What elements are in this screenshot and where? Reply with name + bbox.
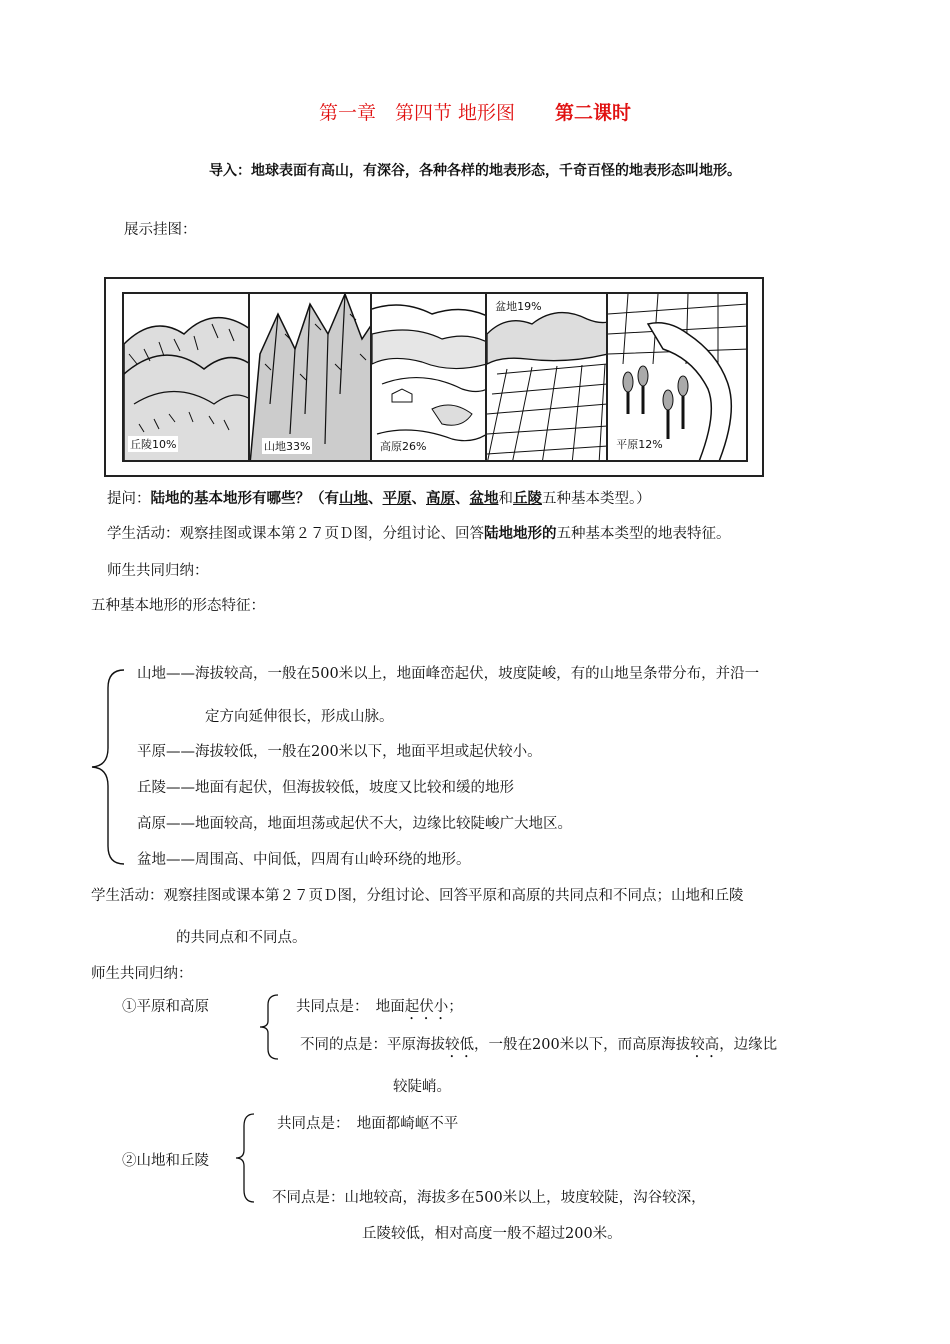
- compare1-common-a: 地面: [375, 999, 405, 1015]
- question-bold: 陆地的基本地形有哪些？（有: [150, 490, 339, 507]
- term-basin: 盆地: [469, 490, 499, 507]
- compare1-diff-emph-high: 较高: [690, 1037, 720, 1053]
- title-lesson: 第二课时: [555, 102, 632, 124]
- plateau-illustration: [372, 294, 487, 460]
- mountains-illustration: [250, 294, 372, 460]
- feature-mountain-line2: 定方向延伸很长，形成山脉。: [205, 709, 394, 725]
- compare1-diff-a: 不同的点是：平原海拔: [300, 1037, 445, 1053]
- compare1-common-label: 共同点是：: [296, 999, 362, 1015]
- question-line: [107, 487, 651, 508]
- question-sep: 、: [411, 490, 426, 507]
- intro-text: 导入：地球表面有高山，有深谷，各种各样的地表形态，千奇百怪的地表形态叫地形。: [209, 163, 741, 179]
- panel-hills: [124, 294, 250, 460]
- term-plateau: 高原: [426, 490, 455, 507]
- compare1-label: ①平原和高原: [122, 999, 209, 1015]
- compare1-diff-line2: 较陡峭。: [393, 1079, 451, 1095]
- panel-label-basin: 盆地19%: [495, 300, 542, 313]
- features-heading: 五种基本地形的形态特征：: [91, 598, 265, 614]
- compare1-diff-emph-low: 较低: [445, 1037, 474, 1053]
- landform-panels: [122, 292, 748, 462]
- page-title: [0, 98, 950, 125]
- question-and: 和: [498, 491, 513, 507]
- summary2: 师生共同归纳：: [91, 966, 193, 982]
- basin-illustration: [487, 294, 608, 460]
- compare1-brace: [258, 993, 280, 1061]
- activity1-prefix: 学生活动：观察挂图或课本第２７页Ｄ图，分组讨论、回答: [107, 526, 484, 542]
- question-prefix: 提问：: [107, 491, 151, 507]
- activity2-line2: 的共同点和不同点。: [176, 930, 307, 946]
- activity1-suffix: 五种基本类型的地表特征。: [556, 526, 731, 542]
- compare2-diff-line1: 不同点是：山地较高，海拔多在500米以上，坡度较陡，沟谷较深，: [272, 1190, 706, 1206]
- panel-basin: [487, 294, 608, 460]
- panel-plain: [608, 294, 746, 460]
- compare2-label: ②山地和丘陵: [122, 1153, 209, 1169]
- term-hill: 丘陵: [513, 490, 542, 507]
- panel-label-plain: 平原12%: [616, 438, 663, 451]
- landform-figure: [104, 277, 764, 477]
- activity1-bold: 陆地地形的: [484, 525, 557, 542]
- summary1: 师生共同归纳：: [107, 563, 209, 579]
- activity2-line1: 学生活动：观察挂图或课本第２７页Ｄ图，分组讨论、回答平原和高原的共同点和不同点；山地和丘陵: [91, 888, 744, 904]
- panel-plateau: [372, 294, 487, 460]
- question-sep: 、: [455, 490, 470, 507]
- compare1-common-emph: 起伏小: [404, 999, 449, 1015]
- compare1-diff-line1: [300, 1033, 777, 1061]
- compare1-common-c: ；: [448, 999, 463, 1015]
- feature-hill: 丘陵——地面有起伏，但海拔较低，坡度又比较和缓的地形: [137, 780, 514, 796]
- feature-plain: 平原——海拔较低，一般在200米以下，地面平坦或起伏较小。: [137, 744, 542, 760]
- compare1-diff-c: ，一般在200米以下，而高原海拔: [474, 1037, 691, 1053]
- question-suffix: 五种基本类型。）: [542, 491, 651, 507]
- compare2-common: 共同点是： 地面都崎岖不平: [277, 1116, 459, 1132]
- activity1-line: [107, 522, 731, 543]
- term-mountain: 山地: [339, 490, 368, 507]
- feature-mountain-line1: 山地——海拔较高，一般在500米以上，地面峰峦起伏，坡度陡峻，有的山地呈条带分布，并沿一: [137, 666, 760, 682]
- compare2-brace: [234, 1112, 256, 1204]
- panel-label-mountains: 山地33%: [263, 440, 311, 453]
- compare2-diff-line2: 丘陵较低，相对高度一般不超过200米。: [362, 1226, 622, 1242]
- panel-mountains: [250, 294, 372, 460]
- features-brace: [88, 668, 128, 866]
- term-plain: 平原: [382, 490, 412, 507]
- feature-plateau: 高原——地面较高，地面坦荡或起伏不大，边缘比较陡峻广大地区。: [137, 816, 572, 832]
- compare1-common: [296, 995, 463, 1023]
- question-sep: 、: [368, 490, 383, 507]
- show-chart-label: 展示挂图：: [124, 222, 197, 238]
- feature-basin: 盆地——周围高、中间低，四周有山岭环绕的地形。: [137, 852, 471, 868]
- panel-label-hills: 丘陵10%: [130, 438, 177, 451]
- title-chapter: 第一章 第四节 地形图: [318, 102, 516, 124]
- panel-label-plateau: 高原26%: [380, 440, 427, 453]
- compare1-diff-e: ，边缘比: [719, 1037, 778, 1053]
